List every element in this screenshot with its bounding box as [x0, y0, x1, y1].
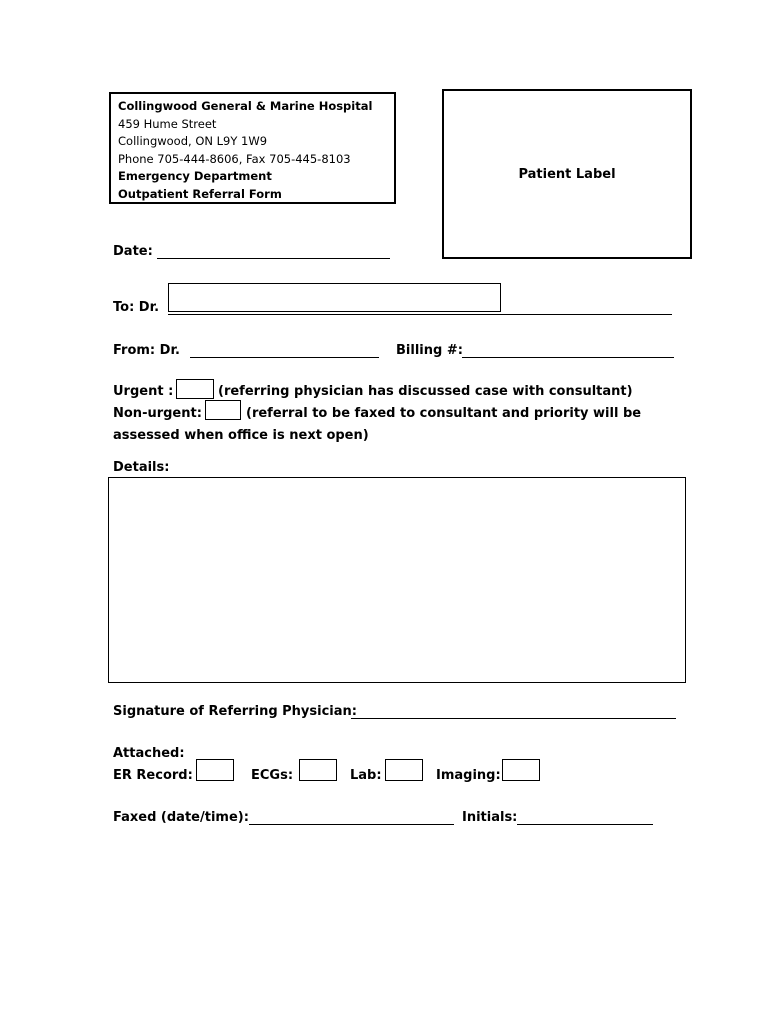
date-field[interactable]	[157, 258, 390, 259]
hospital-street: 459 Hume Street	[118, 116, 217, 131]
billing-field[interactable]	[462, 357, 674, 358]
imaging-label: Imaging:	[436, 768, 501, 783]
urgent-checkbox[interactable]	[176, 379, 214, 399]
lab-label: Lab:	[350, 768, 382, 783]
lab-checkbox[interactable]	[385, 759, 423, 781]
initials-field[interactable]	[517, 824, 653, 825]
faxed-field[interactable]	[249, 824, 454, 825]
hospital-city: Collingwood, ON L9Y 1W9	[118, 134, 268, 148]
patient-label-box	[442, 89, 692, 259]
details-textarea[interactable]	[108, 477, 686, 683]
non-urgent-description: (referral to be faxed to consultant and priority will be	[246, 406, 642, 421]
department-name: Emergency Department	[118, 169, 272, 183]
urgent-description: (referring physician has discussed case with consultant)	[218, 384, 633, 399]
signature-label: Signature of Referring Physician:	[113, 704, 357, 719]
er-record-checkbox[interactable]	[196, 759, 234, 781]
date-label: Date:	[113, 244, 153, 259]
from-dr-label: From: Dr.	[113, 343, 180, 358]
hospital-phone-fax: Phone 705-444-8606, Fax 705-445-8103	[118, 151, 351, 166]
to-dr-label: To: Dr.	[113, 300, 160, 315]
attached-label: Attached:	[113, 746, 185, 761]
non-urgent-label: Non-urgent:	[113, 406, 202, 421]
hospital-info-box	[109, 92, 396, 204]
ecgs-checkbox[interactable]	[299, 759, 337, 781]
patient-label-text: Patient Label	[518, 166, 616, 182]
urgent-label: Urgent :	[113, 384, 174, 399]
er-record-label: ER Record:	[113, 768, 193, 783]
to-dr-field[interactable]	[168, 314, 672, 315]
form-title: Outpatient Referral Form	[118, 186, 282, 201]
faxed-label: Faxed (date/time):	[113, 810, 249, 825]
details-label: Details:	[113, 460, 170, 475]
non-urgent-checkbox[interactable]	[205, 400, 241, 420]
imaging-checkbox[interactable]	[502, 759, 540, 781]
from-dr-field[interactable]	[190, 357, 379, 358]
hospital-name: Collingwood General & Marine Hospital	[118, 99, 373, 113]
initials-label: Initials:	[462, 810, 518, 825]
billing-label: Billing #:	[396, 343, 463, 358]
to-dr-input-box[interactable]	[168, 283, 501, 312]
ecgs-label: ECGs:	[251, 768, 294, 783]
signature-field[interactable]	[351, 718, 676, 719]
non-urgent-description-cont: assessed when office is next open)	[113, 428, 369, 443]
